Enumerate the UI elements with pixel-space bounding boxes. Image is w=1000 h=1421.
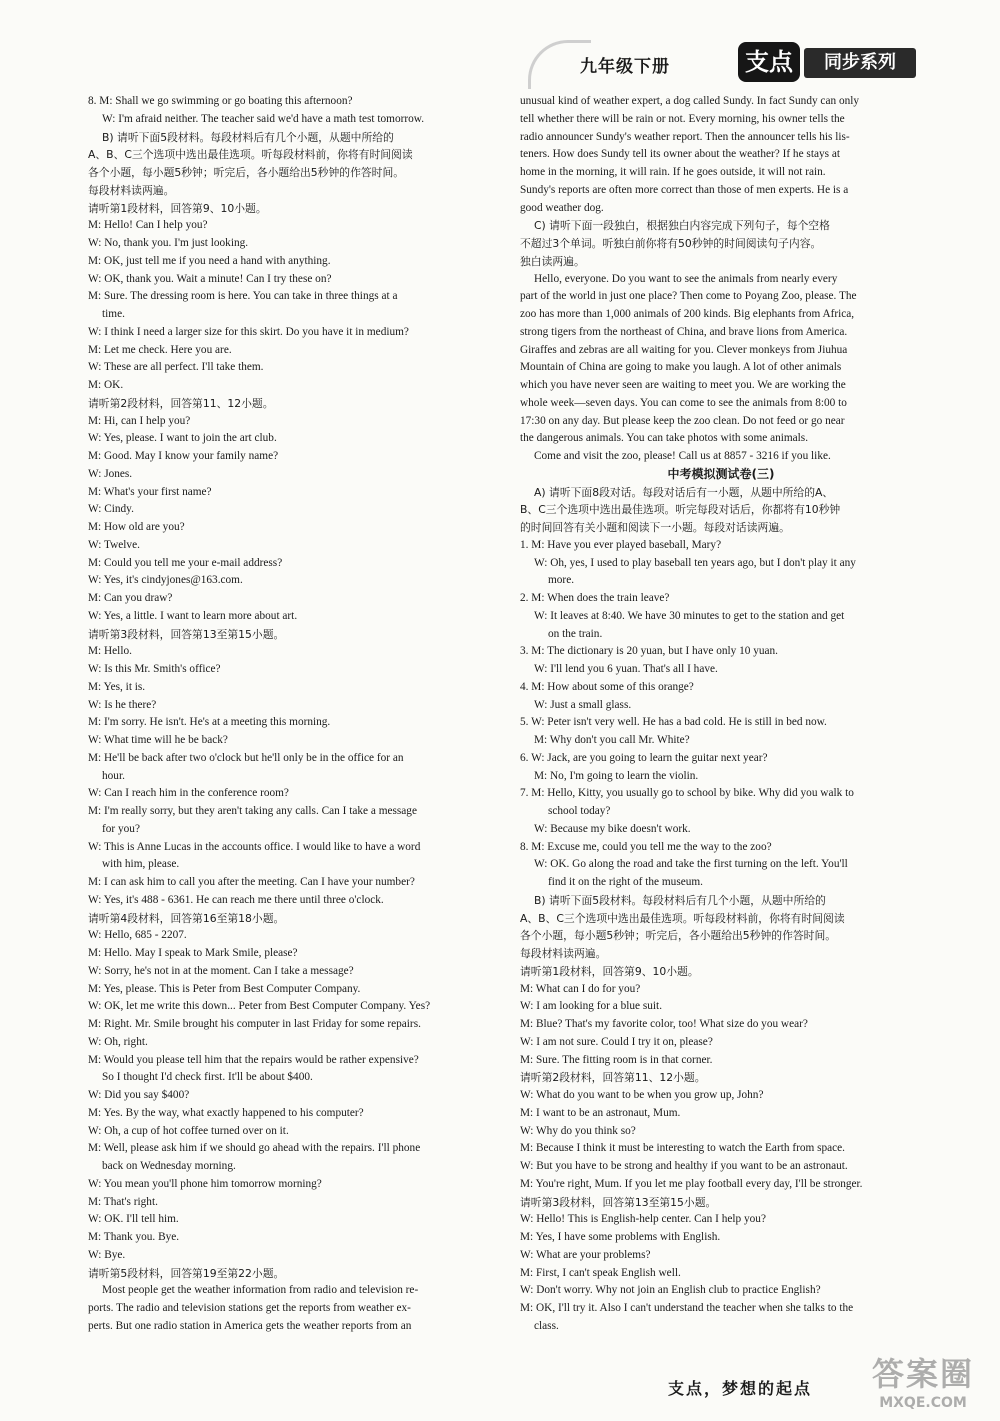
text-line: perts. But one radio station in America gets the weather reports from an	[88, 1319, 412, 1332]
text-line: M: Would you please tell him that the repairs would be rather expensive?	[88, 1053, 419, 1066]
text-line: 请听第2段材料，回答第11、12小题。	[88, 396, 274, 410]
text-line: Come and visit the zoo, please! Call us at 8857 - 3216 if you like.	[534, 450, 831, 462]
text-line: 请听第3段材料，回答第13至第15小题。	[88, 627, 285, 641]
text-line: W: Twelve.	[88, 538, 140, 551]
text-line: M: I'm really sorry, but they aren't taking any calls. Can I take a message	[88, 805, 417, 817]
watermark-title: 答案圈	[871, 1355, 974, 1393]
text-line: M: Let me check. Here you are.	[88, 343, 232, 356]
text-line: A、B、C三个选项中选出最佳选项。听每段材料前，你将有时间阅读	[520, 911, 845, 925]
text-line: W: OK, let me write this down... Peter from Best Computer Company. Yes?	[88, 1000, 431, 1013]
text-line: A) 请听下面8段对话。每段对话后有一小题，从题中所给的A、	[534, 485, 834, 499]
text-line: M: Yes, it is.	[88, 680, 146, 693]
text-line: 1. M: Have you ever played baseball, Mary?	[520, 538, 722, 551]
text-line: whole week—seven days. You can come to see the animals from 8:00 to	[520, 396, 847, 409]
text-line: school today?	[548, 805, 611, 817]
text-line: home in the morning, it will rain. If he goes outside, it will not rain.	[520, 166, 826, 178]
text-line: W: Don't worry. Why not join an English club to practice English?	[520, 1284, 821, 1297]
text-line: M: Yes, I have some problems with English.	[520, 1231, 721, 1243]
text-line: W: Sorry, he's not in at the moment. Can I take a message?	[88, 964, 354, 977]
text-line: with him, please.	[102, 858, 180, 871]
text-line: 8. M: Shall we go swimming or go boating this afternoon?	[88, 95, 353, 107]
text-line: zoo has more than 1,000 animals of 200 kinds. Big elephants from Africa,	[520, 308, 855, 320]
text-line: 5. W: Peter isn't very well. He has a bad cold. He is still in bed now.	[520, 716, 827, 729]
text-line: 17:30 on any day. But please keep the zoo clean. Do not feed or go near	[520, 414, 845, 427]
series-badge: 同步系列	[804, 48, 916, 78]
text-line: W: OK, thank you. Wait a minute! Can I try these on?	[88, 272, 332, 285]
watermark-logo	[848, 1355, 998, 1419]
text-line: find it on the right of the museum.	[548, 876, 703, 888]
text-line: So I thought I'd check first. It'll be about $400.	[102, 1071, 313, 1084]
text-line: M: Yes. By the way, what exactly happened to his computer?	[88, 1106, 364, 1119]
text-line: 请听第5段材料，回答第19至第22小题。	[88, 1266, 285, 1280]
text-line: 每段材料读两遍。	[88, 183, 175, 197]
text-line: W: Hello! This is English-help center. Can I help you?	[520, 1213, 766, 1226]
text-line: unusual kind of weather expert, a dog called Sundy. In fact Sundy can only	[520, 95, 860, 107]
text-line: M: You're right, Mum. If you let me play football every day, I'll be stronger.	[520, 1177, 863, 1190]
text-line: M: OK, just tell me if you need a hand with anything.	[88, 254, 331, 267]
text-line: W: What do you want to be when you grow up, John?	[520, 1089, 764, 1101]
text-line: 独白读两遍。	[520, 254, 585, 268]
text-line: Mountain of China are going to make you laugh. A lot of other animals	[520, 361, 842, 374]
text-line: part of the world in just one place? Then come to Poyang Zoo, please. The	[520, 290, 857, 303]
text-line: M: OK, I'll try it. Also I can't understand the teacher when she talks to the	[520, 1302, 854, 1314]
text-line: M: Could you tell me your e-mail address?	[88, 556, 283, 569]
text-line: W: Jones.	[88, 467, 133, 480]
text-line: W: You mean you'll phone him tomorrow morning?	[88, 1177, 322, 1190]
text-line: good weather dog.	[520, 201, 604, 214]
text-line: 4. M: How about some of this orange?	[520, 680, 694, 693]
text-line: on the train.	[548, 627, 603, 640]
text-line: which you have never seen are waiting to meet you. We are working the	[520, 379, 846, 391]
text-line: 请听第1段材料，回答第9、10小题。	[520, 964, 699, 978]
text-line: B) 请听下面5段材料。每段材料后有几个小题，从题中所给的	[102, 130, 394, 144]
text-line: radio announcer Sundy's weather report. Then the announcer tells his lis-	[520, 130, 850, 143]
text-line: W: What are your problems?	[520, 1248, 651, 1261]
text-line: M: How old are you?	[88, 521, 185, 533]
text-line: W: It leaves at 8:40. We have 30 minutes to get to the station and get	[534, 609, 845, 622]
text-line: back on Wednesday morning.	[102, 1160, 236, 1172]
left-column	[88, 93, 490, 1336]
text-line: W: But you have to be strong and healthy if you want to be an astronaut.	[520, 1160, 848, 1172]
text-line: W: OK. Go along the road and take the first turning on the left. You'll	[534, 858, 848, 871]
text-line: Sundy's reports are often more correct than those of men experts. He is a	[520, 183, 849, 196]
text-line: W: I am not sure. Could I try it on, please?	[520, 1035, 713, 1048]
text-line: W: These are all perfect. I'll take them.	[88, 361, 264, 374]
text-line: W: I'll lend you 6 yuan. That's all I have.	[534, 663, 718, 675]
text-line: 7. M: Hello, Kitty, you usually go to school by bike. Why did you walk to	[520, 787, 854, 800]
text-line: W: Oh, right.	[88, 1035, 148, 1048]
text-line: M: Yes, please. This is Peter from Best Computer Company.	[88, 982, 361, 995]
text-line: M: Hello. May I speak to Mark Smile, please?	[88, 947, 298, 959]
text-line: W: Oh, yes, I used to play baseball ten years ago, but I don't play it any	[534, 556, 856, 569]
text-line: W: Oh, a cup of hot coffee turned over on it.	[88, 1124, 289, 1137]
text-line: M: Well, please ask him if we should go ahead with the repairs. I'll phone	[88, 1142, 421, 1155]
text-line: the dangerous animals. You can take photos with some animals.	[520, 432, 809, 445]
text-line: M: Hi, can I help you?	[88, 414, 191, 427]
text-line: W: I think I need a larger size for this skirt. Do you have it in medium?	[88, 325, 409, 338]
page-header	[0, 0, 1000, 95]
text-line: M: No, I'm going to learn the violin.	[534, 769, 699, 782]
text-line: 的时间回答有关小题和阅读下一小题。每段对话读两遍。	[520, 521, 790, 534]
text-line: Most people get the weather information from radio and television re-	[102, 1284, 419, 1297]
text-line: 各个小题，每小题5秒钟；听完后，各小题给出5秒钟的作答时间。	[520, 929, 837, 943]
text-line: 各个小题，每小题5秒钟；听完后，各小题给出5秒钟的作答时间。	[88, 166, 405, 179]
text-line: M: First, I can't speak English well.	[520, 1266, 681, 1279]
text-line: W: I'm afraid neither. The teacher said we'd have a math test tomorrow.	[102, 112, 425, 125]
text-line: Hello, everyone. Do you want to see the animals from nearly every	[534, 272, 838, 285]
text-line: Giraffes and zebras are all waiting for you. Clever monkeys from Jiuhua	[520, 343, 848, 356]
grade-label: 九年级下册	[580, 57, 670, 77]
text-line: W: This is Anne Lucas in the accounts office. I would like to have a word	[88, 840, 421, 853]
text-line: more.	[548, 574, 575, 587]
text-line: M: Right. Mr. Smile brought his computer in last Friday for some repairs.	[88, 1018, 421, 1030]
text-line: 不超过3个单词。听独白前你将有50秒钟的时间阅读句子内容。	[520, 237, 822, 250]
text-line: W: No, thank you. I'm just looking.	[88, 237, 249, 249]
text-line: W: Is this Mr. Smith's office?	[88, 663, 221, 675]
text-line: W: Yes, a little. I want to learn more about art.	[88, 609, 298, 622]
text-line: 请听第3段材料，回答第13至第15小题。	[520, 1195, 717, 1209]
text-line: W: Yes, it's cindyjones@163.com.	[88, 574, 243, 587]
text-line: 3. M: The dictionary is 20 yuan, but I have only 10 yuan.	[520, 645, 779, 658]
text-line: W: Is he there?	[88, 698, 157, 711]
text-line: W: OK. I'll tell him.	[88, 1213, 179, 1226]
text-line: B) 请听下面5段材料。每段材料后有几个小题，从题中所给的	[534, 893, 826, 907]
text-line: A、B、C三个选项中选出最佳选项。听每段材料前，你将有时间阅读	[88, 148, 413, 162]
text-line: hour.	[102, 769, 125, 782]
text-line: C) 请听下面一段独白，根据独白内容完成下列句子，每个空格	[534, 219, 830, 233]
text-line: W: Just a small glass.	[534, 698, 632, 711]
text-line: M: Because I think it must be interesting to watch the Earth from space.	[520, 1142, 846, 1155]
text-line: M: Hello! Can I help you?	[88, 219, 208, 232]
text-line: W: Because my bike doesn't work.	[534, 822, 691, 835]
text-line: 6. W: Jack, are you going to learn the guitar next year?	[520, 751, 768, 764]
text-line: teners. How does Sundy tell its owner about the weather? If he stays at	[520, 148, 840, 161]
text-line: M: Why don't you call Mr. White?	[534, 734, 690, 746]
text-line: M: Can you draw?	[88, 592, 173, 604]
text-line: M: What can I do for you?	[520, 982, 641, 995]
text-line: 请听第4段材料，回答第16至第18小题。	[88, 911, 285, 925]
text-line: M: That's right.	[88, 1195, 158, 1208]
text-line: 每段材料读两遍。	[520, 947, 607, 960]
text-line: 请听第2段材料，回答第11、12小题。	[520, 1071, 706, 1085]
text-line: W: Cindy.	[88, 503, 134, 516]
text-line: M: Thank you. Bye.	[88, 1231, 180, 1243]
text-line: M: What's your first name?	[88, 485, 212, 498]
text-line: W: Bye.	[88, 1248, 126, 1261]
text-line: W: Yes, it's 488 - 6361. He can reach me there until three o'clock.	[88, 893, 384, 906]
text-line: 2. M: When does the train leave?	[520, 592, 670, 604]
text-line: 请听第1段材料，回答第9、10小题。	[88, 201, 267, 215]
text-line: M: Sure. The fitting room is in that corner.	[520, 1053, 713, 1066]
text-line: B、C三个选项中选出最佳选项。听完每段对话后，你都将有10秒钟	[520, 503, 841, 517]
text-line: M: Sure. The dressing room is here. You can take in three things at a	[88, 290, 398, 303]
text-line: M: Hello.	[88, 645, 132, 658]
text-line: W: Hello, 685 - 2207.	[88, 929, 187, 942]
text-line: M: Blue? That's my favorite color, too! What size do you wear?	[520, 1018, 808, 1030]
text-line: M: He'll be back after two o'clock but he'll only be in the office for an	[88, 751, 404, 764]
text-line: W: Can I reach him in the conference room?	[88, 787, 289, 800]
text-line: tell whether there will be rain or not. Every morning, his owner tells the	[520, 112, 845, 125]
right-column	[520, 93, 922, 1336]
text-line: W: Why do you think so?	[520, 1124, 636, 1137]
text-line: class.	[534, 1319, 559, 1332]
text-line: ports. The radio and television stations get the reports from weather ex-	[88, 1302, 411, 1314]
text-line: M: I can ask him to call you after the meeting. Can I have your number?	[88, 876, 415, 888]
text-line: W: Yes, please. I want to join the art club.	[88, 432, 277, 445]
text-line: W: I am looking for a blue suit.	[520, 1000, 663, 1013]
text-line: time.	[102, 308, 125, 320]
watermark-url: MXQE.COM	[879, 1395, 967, 1411]
text-line: M: I'm sorry. He isn't. He's at a meeting this morning.	[88, 716, 331, 729]
text-line: W: What time will he be back?	[88, 734, 228, 746]
text-line: M: OK.	[88, 379, 124, 391]
text-line: W: Did you say $400?	[88, 1089, 190, 1101]
text-line: 中考模拟测试卷(三)	[667, 466, 775, 481]
brand-logo: 支点	[738, 42, 800, 82]
text-line: 8. M: Excuse me, could you tell me the way to the zoo?	[520, 840, 772, 853]
text-line: M: I want to be an astronaut, Mum.	[520, 1106, 681, 1119]
footer-slogan: 支点，梦想的起点	[668, 1379, 813, 1398]
text-line: strong tigers from the northeast of China, and brave lions from America.	[520, 325, 848, 338]
text-line: M: Good. May I know your family name?	[88, 450, 279, 462]
text-line: for you?	[102, 822, 140, 835]
